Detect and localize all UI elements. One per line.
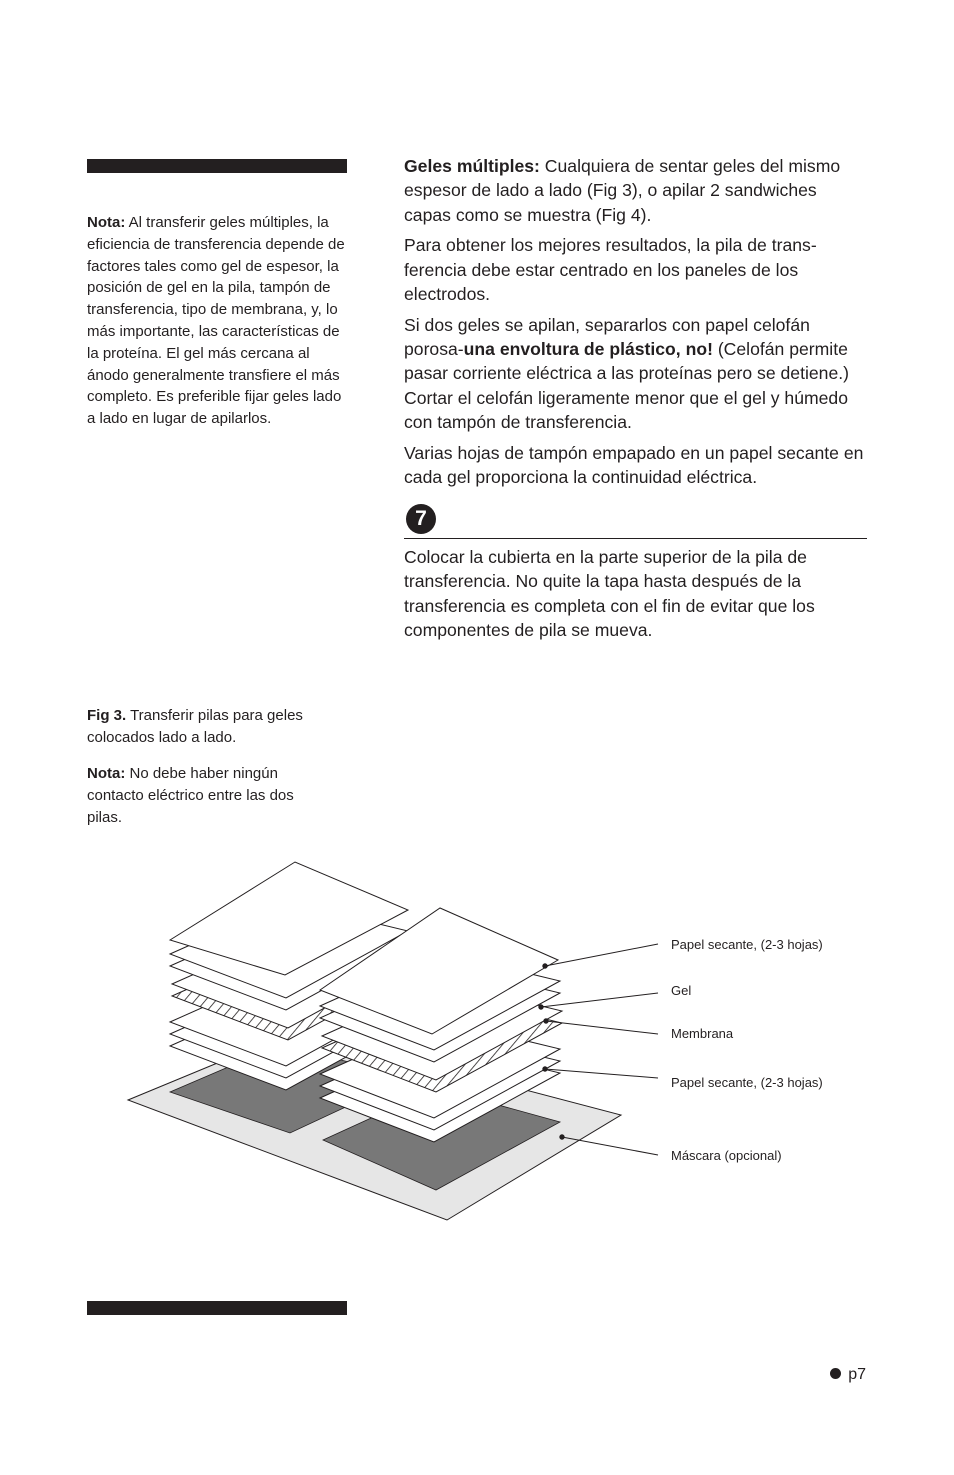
bullet-icon bbox=[830, 1368, 841, 1379]
paragraph-blotting-paper: Varias hojas de tampón empapado en un papel secante en cada gel proporciona la continuidad eléctrica. bbox=[404, 442, 864, 488]
page-number bbox=[830, 1366, 866, 1384]
step-number-badge: 7 bbox=[406, 504, 436, 534]
label-gel: Gel bbox=[671, 983, 692, 998]
label-blotting-paper-top: Papel secante, (2-3 hojas) bbox=[671, 937, 823, 952]
figure-caption-text: Transferir pilas para geles colocados lado a lado. bbox=[87, 707, 303, 746]
figure-note-label: Nota: bbox=[87, 765, 126, 782]
paragraph-cellophane bbox=[404, 313, 868, 434]
side-note-text: Al transferir geles múltiples, la eficiencia de transferencia depende de factores tales como gel de espesor, la posición de gel en la pila, tampón de transferencia, tipo de membrana, y, lo más importante, las características de la proteína. El gel más cercana al ánodo generalmente transfiere el más completo. Es preferible fijar geles lado a lado en lugar de apilarlos. bbox=[87, 214, 345, 428]
label-blotting-paper-bottom: Papel secante, (2-3 hojas) bbox=[671, 1075, 823, 1090]
side-note bbox=[87, 212, 349, 430]
page-number-text: p7 bbox=[848, 1366, 866, 1383]
side-note-label: Nota: bbox=[87, 214, 126, 231]
figure-note bbox=[87, 763, 327, 828]
label-mask: Máscara (opcional) bbox=[671, 1148, 782, 1163]
step-header bbox=[404, 504, 867, 539]
section-bar-bottom bbox=[87, 1301, 347, 1315]
multiple-gels-text: Cualquiera de sentar geles del mismo espesor de lado a lado (Fig 3), o apilar 2 sandwiches capas como se muestra (Fig 4). bbox=[404, 156, 841, 225]
main-text bbox=[404, 154, 868, 496]
cellophane-text-a: Si dos geles se apilan, separarlos con papel celofán porosa- bbox=[404, 314, 810, 360]
cellophane-warning: una envoltura de plástico, no! bbox=[463, 339, 713, 360]
figure-caption bbox=[87, 705, 327, 749]
multiple-gels-heading: Geles múltiples: bbox=[404, 156, 540, 176]
figure-note-text: No debe haber ningún contacto eléctrico entre las dos pilas. bbox=[87, 765, 294, 826]
transfer-stack-diagram bbox=[110, 850, 860, 1235]
section-bar-top bbox=[87, 159, 347, 173]
cellophane-text-b: (Celofán permite pasar corriente eléctrica a las proteínas pero se detiene.) Cortar el celofán ligeramente menor que el gel y húmedo con tampón de transferencia. bbox=[404, 339, 849, 432]
label-membrane: Membrana bbox=[671, 1026, 734, 1041]
step-text: Colocar la cubierta en la parte superior de la pila de transferencia. No quite la tapa hasta después de la transferencia es completa con el fin de evitar que los componentes de pila se mueva. bbox=[404, 547, 815, 640]
paragraph-centering: Para obtener los mejores resultados, la pila de trans-ferencia debe estar centrado en los paneles de los electrodos. bbox=[404, 235, 817, 304]
figure-caption-label: Fig 3. bbox=[87, 707, 127, 724]
paragraph-multiple-gels bbox=[404, 154, 868, 227]
